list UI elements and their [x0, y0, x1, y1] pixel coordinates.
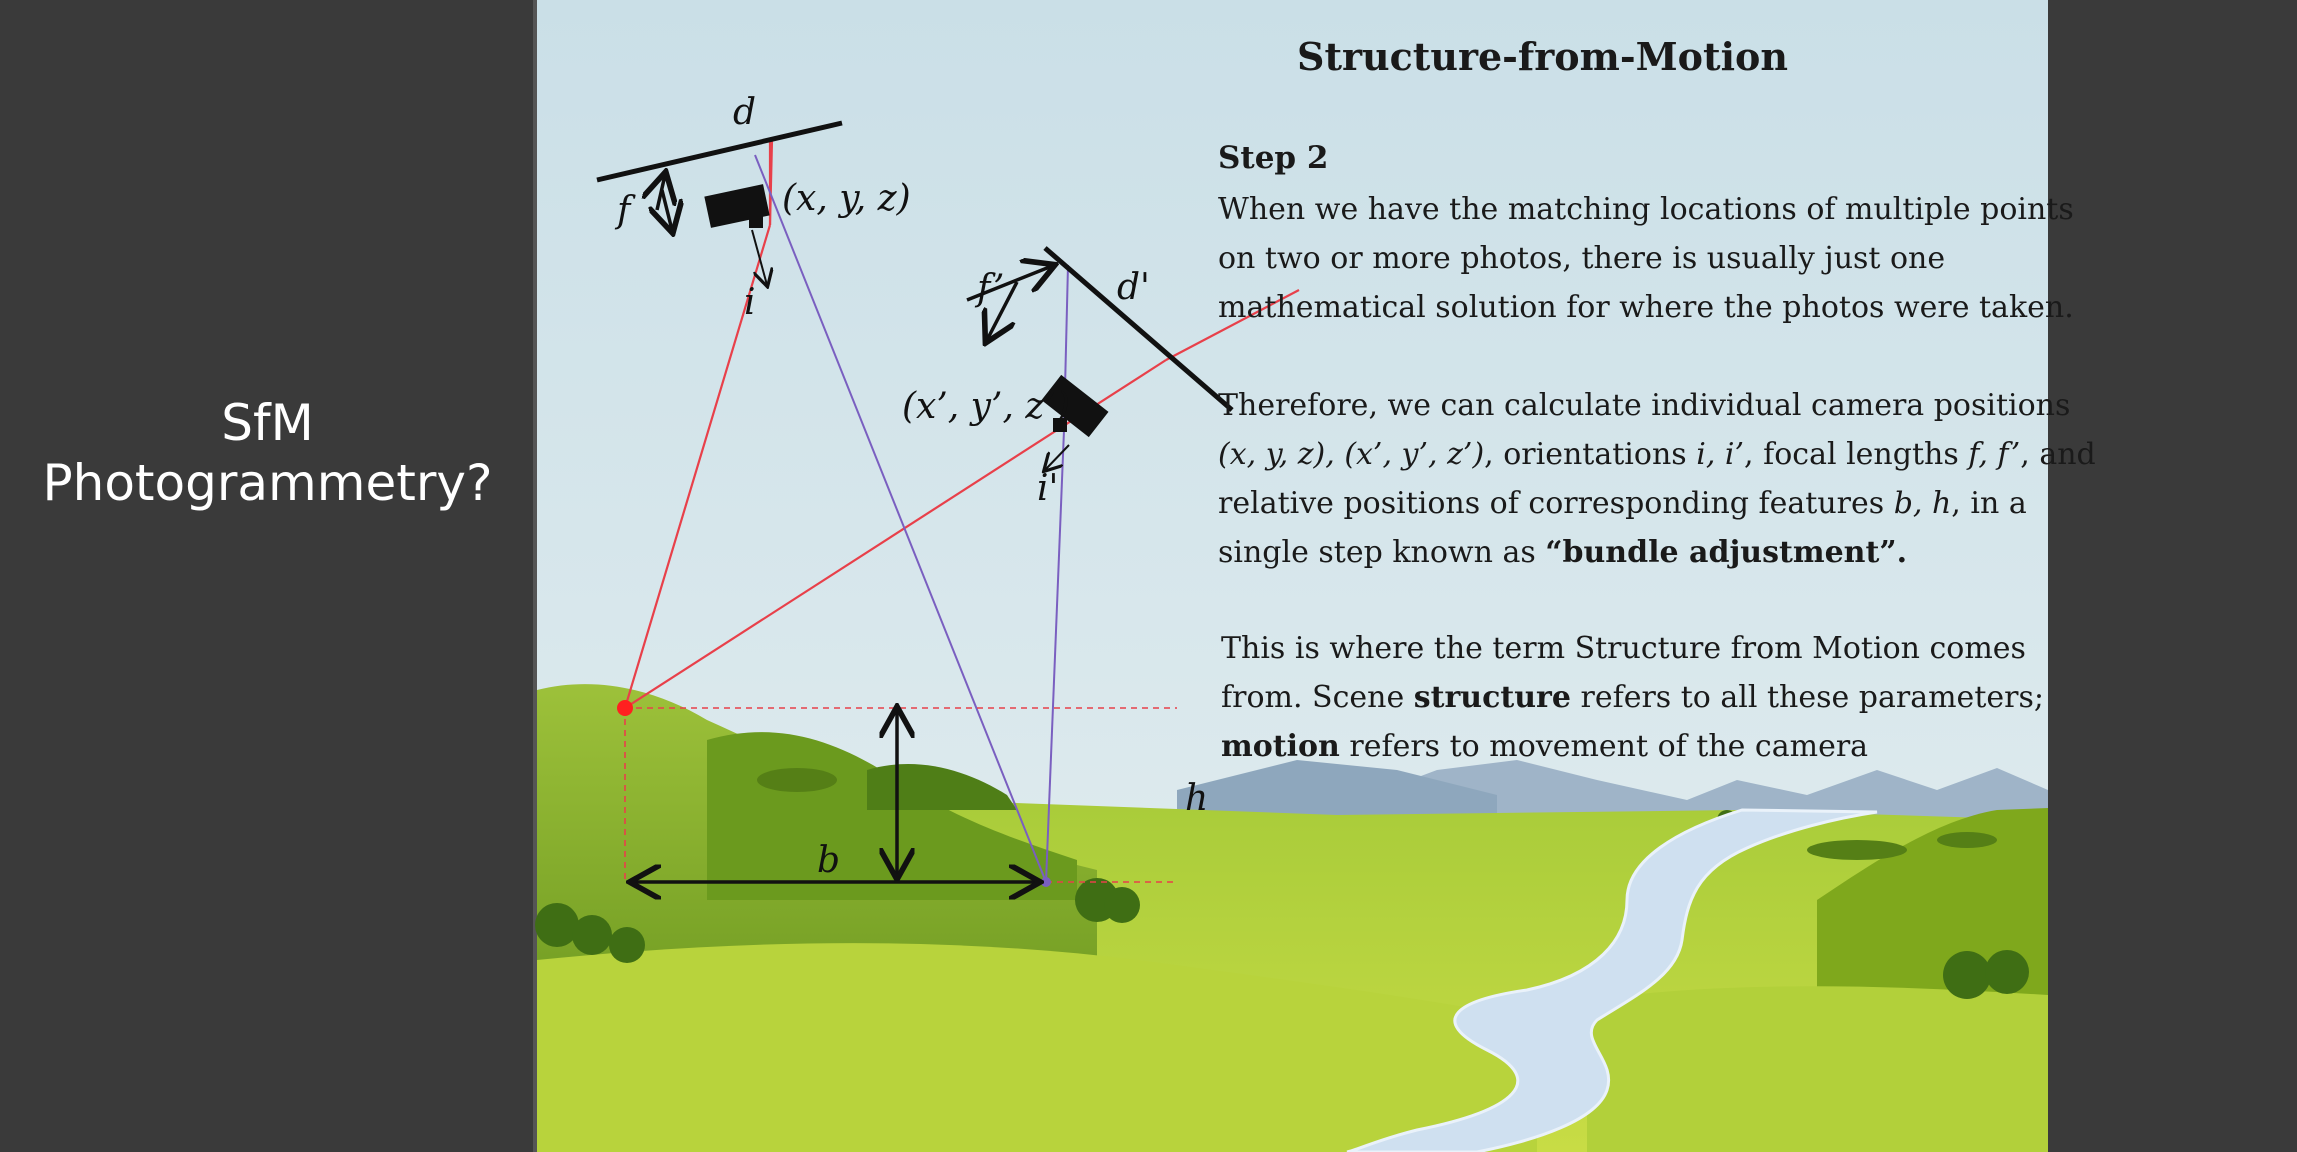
paragraph-1-line-1: When we have the matching locations of multiple points — [1218, 192, 2074, 227]
bundle-adjustment-term: “bundle adjustment”. — [1545, 535, 1908, 570]
label-f: f — [617, 190, 631, 231]
paragraph-1 — [1218, 185, 2074, 332]
structure-term: structure — [1413, 680, 1571, 715]
label-b: b — [817, 840, 841, 881]
feature-point-1 — [617, 700, 633, 716]
text-segment: single step known as — [1218, 535, 1546, 570]
paragraph-3-line-3 — [1221, 722, 2061, 771]
paragraph-3-line-2 — [1221, 673, 2061, 722]
landscape-diagram — [537, 0, 2096, 1152]
label-h: h — [1185, 778, 1209, 819]
foreground-field-right — [1587, 986, 2048, 1152]
diagram-heading: Structure-from-Motion — [1297, 34, 1788, 79]
text-segment: , orientations — [1484, 437, 1697, 472]
slide-title — [0, 393, 535, 513]
text-segment: relative positions of corresponding features — [1218, 486, 1894, 521]
label-f-prime: f’ — [977, 268, 1005, 309]
camera-positions-term: (x, y, z), (x’, y’, z’) — [1218, 437, 1485, 472]
text-segment: , and — [2020, 437, 2096, 472]
paragraph-3 — [1221, 624, 2061, 771]
label-d: d — [733, 92, 757, 133]
paragraph-3-line-1: This is where the term Structure from Motion comes — [1221, 631, 2026, 666]
label-i-prime: i' — [1037, 468, 1059, 509]
orientations-term: i, i’ — [1696, 437, 1745, 472]
focal-lengths-term: f, f’ — [1968, 437, 2021, 472]
sidebar-panel — [0, 0, 535, 1152]
text-segment: , in a — [1951, 486, 2027, 521]
label-camera-2-position: (x’, y’, z’) — [902, 386, 1070, 427]
slide-title-line-2: Photogrammetry? — [42, 454, 493, 512]
paragraph-2-line-1: Therefore, we can calculate individual camera positions — [1218, 388, 2071, 423]
paragraph-2-line-3 — [1218, 479, 2058, 528]
paragraph-2-line-4 — [1218, 528, 2058, 577]
text-segment: , focal lengths — [1744, 437, 1969, 472]
paragraph-1-line-2: on two or more photos, there is usually just one — [1218, 241, 1946, 276]
paragraph-1-line-3: mathematical solution for where the photos were taken. — [1218, 290, 2074, 325]
paragraph-2 — [1218, 381, 2096, 577]
text-segment: refers to movement of the camera — [1339, 729, 1869, 764]
motion-term: motion — [1221, 729, 1340, 764]
text-segment: from. Scene — [1221, 680, 1414, 715]
label-i: i — [744, 282, 756, 323]
feature-point-2 — [1041, 877, 1051, 887]
slide-title-line-1: SfM — [221, 394, 314, 452]
label-d-prime: d' — [1117, 267, 1150, 308]
text-segment: refers to all these parameters; — [1570, 680, 2044, 715]
step-label: Step 2 — [1218, 140, 1329, 176]
feature-positions-term: b, h — [1893, 486, 1952, 521]
paragraph-2-line-2 — [1218, 430, 2096, 479]
label-camera-1-position: (x, y, z) — [782, 178, 911, 219]
